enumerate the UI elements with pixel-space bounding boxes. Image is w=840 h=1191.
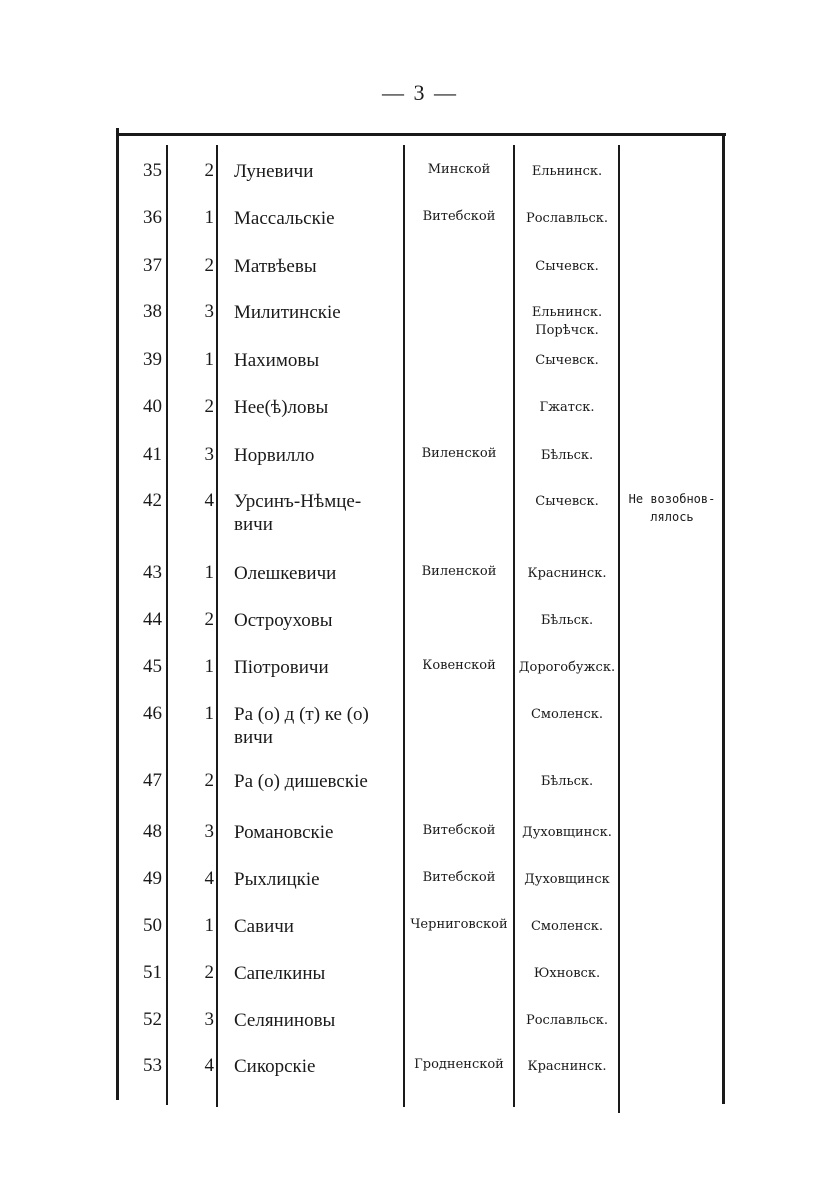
uezd: Гжатск. <box>539 400 595 415</box>
row-number: 40 <box>143 396 162 417</box>
family-name: Ра (о) д (т) ке (о) вичи <box>234 704 369 748</box>
row-number: 44 <box>143 609 162 630</box>
row-class: 3 <box>204 821 214 842</box>
family-name: Савичи <box>234 916 294 937</box>
column-divider <box>513 145 515 1107</box>
row-class: 1 <box>204 349 214 370</box>
family-name: Сапелкины <box>234 963 326 984</box>
family-name: Піотровичи <box>234 657 329 678</box>
family-name: Нахимовы <box>234 350 320 371</box>
province: Виленской <box>421 446 497 461</box>
row-number: 49 <box>143 868 162 889</box>
row-class: 4 <box>204 490 214 511</box>
row-class: 4 <box>204 1055 214 1076</box>
uezd: Сычевск. <box>535 259 599 274</box>
family-name: Романовскіе <box>234 822 334 843</box>
uezd: Духовщинск. <box>522 825 612 840</box>
family-name: Селяниновы <box>234 1010 336 1031</box>
uezd: Юхновск. <box>533 966 601 981</box>
province: Гродненской <box>414 1057 504 1072</box>
row-number: 43 <box>143 562 162 583</box>
uezd: Бѣльск. <box>540 613 594 628</box>
row-class: 2 <box>204 255 214 276</box>
column-divider <box>166 145 168 1105</box>
uezd: Рославльск. <box>525 211 609 226</box>
row-class: 2 <box>204 396 214 417</box>
row-class: 2 <box>204 160 214 181</box>
province: Витебской <box>422 209 496 224</box>
row-class: 1 <box>204 562 214 583</box>
table-top-rule <box>116 133 726 136</box>
province: Черниговской <box>410 917 508 932</box>
row-number: 50 <box>143 915 162 936</box>
uezd: Сычевск. <box>535 494 599 509</box>
uezd: Смоленск. <box>530 919 604 934</box>
family-name: Урсинъ-Нѣмце- вичи <box>234 491 362 535</box>
province: Виленской <box>421 564 497 579</box>
row-class: 4 <box>204 868 214 889</box>
row-number: 45 <box>143 656 162 677</box>
row-number: 47 <box>143 770 162 791</box>
row-number: 51 <box>143 962 162 983</box>
uezd: Бѣльск. <box>540 448 594 463</box>
uezd: Сычевск. <box>535 353 599 368</box>
family-name: Остроуховы <box>234 610 333 631</box>
page-number: — 3 — <box>382 80 458 105</box>
row-class: 1 <box>204 703 214 724</box>
family-name: Олешкевичи <box>234 563 337 584</box>
row-number: 48 <box>143 821 162 842</box>
row-number: 41 <box>143 444 162 465</box>
row-number: 37 <box>143 255 162 276</box>
row-class: 1 <box>204 207 214 228</box>
uezd: Краснинск. <box>527 1059 607 1074</box>
row-number: 53 <box>143 1055 162 1076</box>
family-name: Луневичи <box>234 161 314 182</box>
uezd: Духовщинск <box>524 872 610 887</box>
column-divider <box>216 145 218 1107</box>
family-name: Матвѣевы <box>234 256 317 277</box>
uezd: Бѣльск. <box>540 774 594 789</box>
row-number: 35 <box>143 160 162 181</box>
uezd: Дорогобужск. <box>518 660 616 675</box>
table-right-border <box>722 136 725 1104</box>
row-class: 3 <box>204 444 214 465</box>
family-name: Массальскіе <box>234 208 335 229</box>
row-class: 2 <box>204 609 214 630</box>
row-number: 36 <box>143 207 162 228</box>
uezd: Рославльск. <box>525 1013 609 1028</box>
row-class: 2 <box>204 962 214 983</box>
uezd: Смоленск. <box>530 707 604 722</box>
row-class: 3 <box>204 1009 214 1030</box>
uezd: Ельнинск. Порѣчск. <box>531 305 603 338</box>
family-name: Нее(ѣ)ловы <box>234 397 329 418</box>
column-divider <box>618 145 620 1113</box>
family-name: Сикорскіе <box>234 1056 316 1077</box>
family-name: Милитинскіе <box>234 302 341 323</box>
province: Витебской <box>422 823 496 838</box>
row-number: 46 <box>143 703 162 724</box>
row-number: 38 <box>143 301 162 322</box>
province: Ковенской <box>422 658 496 673</box>
uezd: Ельнинск. <box>531 164 603 179</box>
row-class: 3 <box>204 301 214 322</box>
row-class: 1 <box>204 915 214 936</box>
row-number: 39 <box>143 349 162 370</box>
uezd: Краснинск. <box>527 566 607 581</box>
row-number: 52 <box>143 1009 162 1030</box>
family-name: Рыхлицкіе <box>234 869 320 890</box>
row-class: 1 <box>204 656 214 677</box>
family-name: Норвилло <box>234 445 315 466</box>
row-class: 2 <box>204 770 214 791</box>
province: Витебской <box>422 870 496 885</box>
family-name: Ра (о) дишевскіе <box>234 771 368 792</box>
remark-note: Не возобнов- лялось <box>628 492 716 524</box>
row-number: 42 <box>143 490 162 511</box>
province: Минской <box>427 162 491 177</box>
